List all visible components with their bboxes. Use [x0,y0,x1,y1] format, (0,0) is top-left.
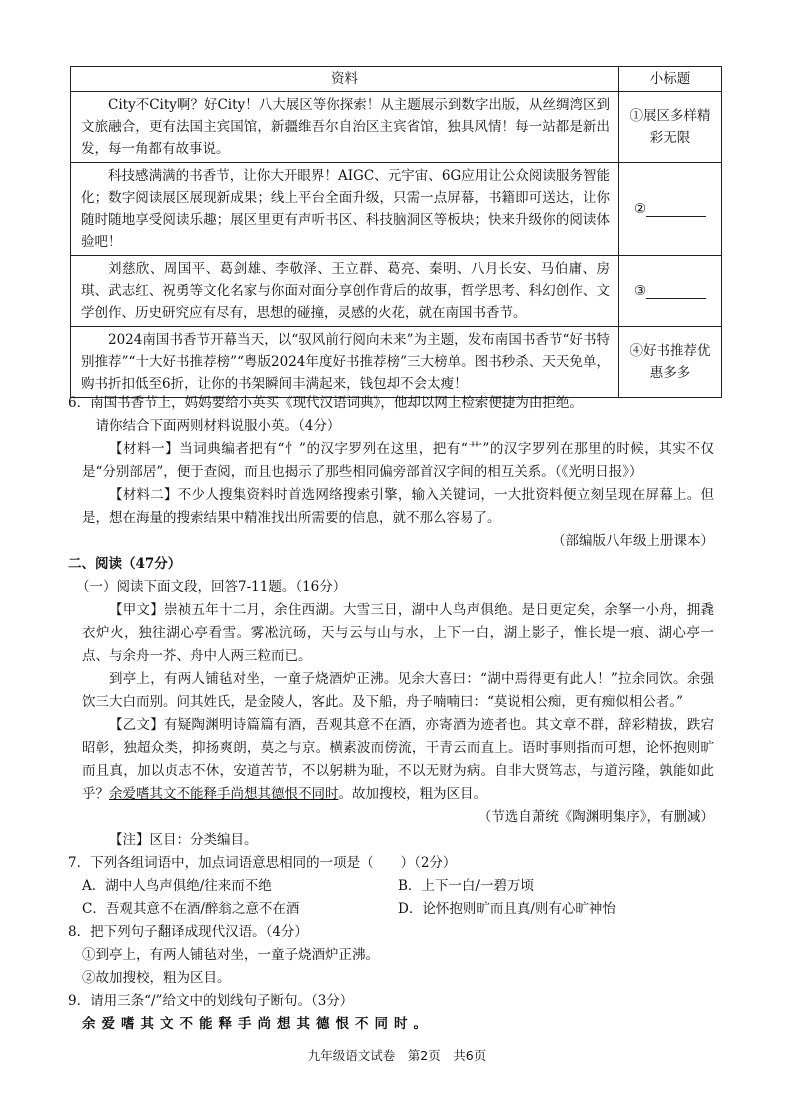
q6-instruction: 请你结合下面两则材料说服小英。（4分） [95,418,341,434]
heading-number: ② [633,201,647,217]
q9-stem: 9．请用三条“/”给文中的划线句子断句。（3分） [68,993,354,1009]
yi-source: （节选自萧统《陶渊明集序》，有删减） [477,809,714,825]
q8-sentence-2: ②故加搜校，粗为区目。 [82,970,231,986]
q7-stem: 7．下列各组词语中，加点词语意思相同的一项是（ ）（2分） [68,855,457,871]
page-footer: 九年级语文试卷 第2页 共6页 [307,1048,487,1063]
question-6 [68,392,714,553]
q6-stem: 6．南国书香节上，妈妈要给小英买《现代汉语词典》，他却以网上检索便捷为由拒绝。 [68,395,583,411]
jia-paragraph-1: 【甲文】崇祯五年十二月，余住西湖。大雪三日，湖中人鸟声俱绝。是日更定矣，余拏一小舟，拥毳衣炉火，独往湖心亭看雪。雾凇沆砀，天与云与山与水，上下一白，湖上影子，惟长堤一痕、湖心亭一点、与余舟一芥、舟中人两三粒而已。 [82,602,714,664]
q6-material-2: 【材料二】不少人搜集资料时首选网络搜索引擎，输入关键词，一大批资料便立刻呈现在屏幕上。但是，想在海量的搜索结果中精准找出所需要的信息，就不那么容易了。 [82,487,714,526]
reading-section [68,553,714,852]
table-row [71,327,722,398]
heading-cell: ①展区多样精彩无限 [619,92,722,163]
table-row [71,163,722,256]
material-cell: 2024南国书香节开幕当天，以“驭风前行阅向未来”为主题，发布南国书香节“好书特别推荐”“十大好书推荐榜”“粤版2024年度好书推荐榜”三大榜单。图书秒杀、天天免单，购书折扣低至6折，让你的书架瞬间丰满起来，钱包却不会太瘦！ [71,327,619,398]
yi-note: 【注】区目：分类编目。 [109,832,258,848]
q7-option-a[interactable]: A．湖中人鸟声俱绝/往来而不绝 [82,878,272,894]
questions-7-9 [68,852,714,1036]
yi-paragraph [82,714,714,806]
column-header-heading: 小标题 [619,67,722,92]
subsection-title: （一）阅读下面文段，回答7-11题。（16分） [76,579,347,595]
q7-option-b[interactable]: B．上下一白/一碧万顷 [398,878,534,894]
material-table [70,66,722,398]
q6-material-1: 【材料一】当词典编者把有“忄”的汉字罗列在这里，把有“艹”的汉字罗列在那里的时候，其实不仅是“分别部居”，便于查阅，而且也揭示了那些相同偏旁部首汉字间的相互关系。（《光明日报》） [82,441,714,480]
column-header-material: 资料 [71,67,619,92]
material-cell: City不City啊？好City！八大展区等你探索！从主题展示到数字出版，从丝绸湾区到文旅融合，更有法国主宾国馆，新疆维吾尔自治区主宾省馆，独具风情！每一站都是新出发，每一角都有故事说。 [71,92,619,163]
q7-option-c[interactable]: C．吾观其意不在酒/醉翁之意不在酒 [82,901,300,917]
material-cell: 刘慈欣、周国平、葛剑雄、李敬泽、王立群、葛亮、秦明、八月长安、马伯庸、房琪、武志红、祝勇等文化名家与你面对面分享创作背后的故事，哲学思考、科幻创作、文学创作、历史研究应有尽有，思想的碰撞，灵感的火花，就在南国书香节。 [71,256,619,327]
q6-material-2-source: （部编版八年级上册课本） [552,533,714,549]
q7-option-d[interactable]: D．论怀抱则旷而且真/则有心旷神怡 [398,901,616,917]
answer-blank[interactable] [646,284,706,299]
section-title: 二、阅读（47分） [68,556,182,572]
q8-sentence-1: ①到亭上，有两人铺毡对坐，一童子烧酒炉正沸。 [82,947,379,963]
q7-options [82,875,714,921]
heading-cell: ④好书推荐优惠多多 [619,327,722,398]
jia-paragraph-2: 到亭上，有两人铺毡对坐，一童子烧酒炉正沸。见余大喜曰：“湖中焉得更有此人！”拉余同饮。余强饮三大白而别。问其姓氏，是金陵人，客此。及下船，舟子喃喃曰：“莫说相公痴，更有痴似相公者。” [82,671,714,710]
underlined-sentence: 余爱嗜其文不能释手尚想其德恨不同时 [109,786,339,802]
yi-tail-text: 。故加搜校，粗为区目。 [338,786,487,802]
table-header-row [71,67,722,92]
q9-sentence: 余爱嗜其文不能释手尚想其德恨不同时。 [82,1016,433,1032]
material-cell: 科技感满满的书香节，让你大开眼界！AIGC、元宇宙、6G应用让公众阅读服务智能化；数字阅读展区展现新成果；线上平台全面升级，只需一点屏幕，书籍即可送达，让你随时随地享受阅读乐趣；展区里更有声听书区、科技脑洞区等板块；快来升级你的阅读体验吧！ [71,163,619,256]
heading-cell-blank [619,163,722,256]
yi-main-text: 【乙文】有疑陶渊明诗篇篇有酒，吾观其意不在酒，亦寄酒为迹者也。其文章不群，辞彩精拔，跌宕昭彰，独超众类，抑扬爽朗，莫之与京。横素波而傍流，干青云而直上。语时事则指而可想，论怀抱则旷而且真，加以贞志不休，安道苦节，不以躬耕为耻，不以无财为病。自非大贤笃志，与道污隆，孰能如此乎？ [82,717,714,802]
heading-number: ③ [633,283,647,299]
table-row [71,92,722,163]
heading-cell-blank [619,256,722,327]
table-row [71,256,722,327]
answer-blank[interactable] [646,202,706,217]
q8-stem: 8．把下列句子翻译成现代汉语。（4分） [68,924,308,940]
